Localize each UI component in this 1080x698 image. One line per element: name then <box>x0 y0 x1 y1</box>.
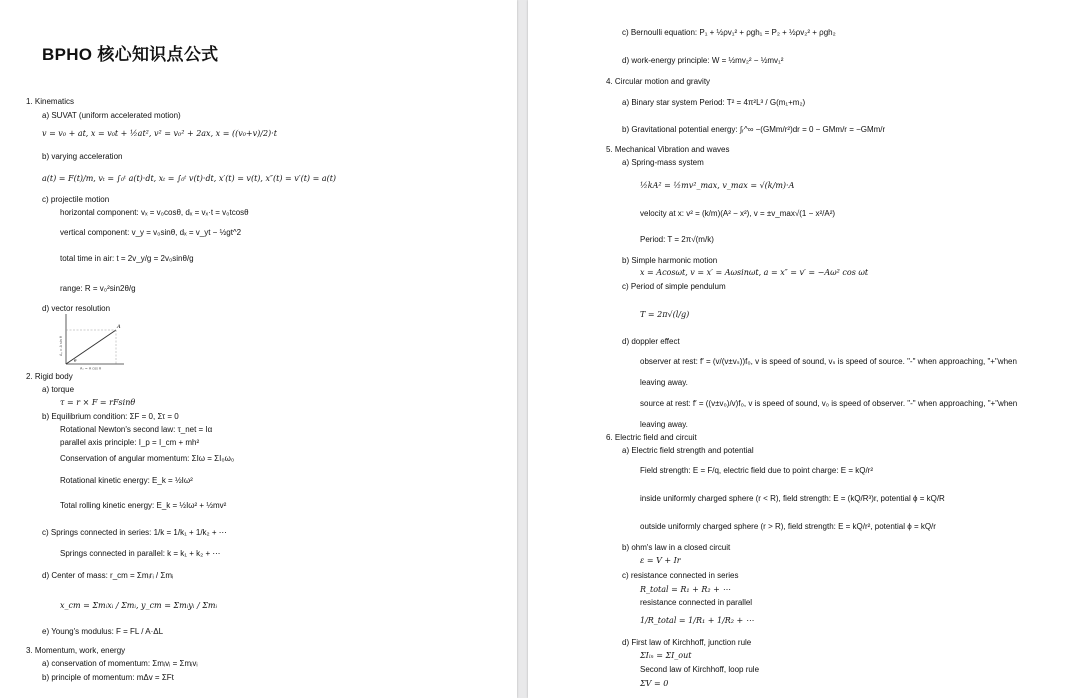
left-line: Springs connected in parallel: k = k₁ + k₂ + ⋯ <box>60 549 221 558</box>
left-line: d) Center of mass: r_cm = Σmᵢrᵢ / Σmᵢ <box>42 571 174 580</box>
right-line: observer at rest: f′ = (v/(v±vₛ))f₀, v is speed of sound, vₛ is speed of source. "-" when approaching, "+"when <box>640 357 1017 366</box>
right-line: ΣIᵢₙ = ΣI_out <box>640 651 692 660</box>
right-line: leaving away. <box>640 378 688 387</box>
right-line: outside uniformly charged sphere (r > R), field strength: E = kQ/r², potential ϕ = kQ/r <box>640 522 936 531</box>
right-line: a) Binary star system Period: T² = 4π²L³ / G(m₁+m₂) <box>622 98 806 107</box>
document-page-right <box>528 0 1080 698</box>
right-line: b) Gravitational potential energy: ∫ᵣ^∞ −(GMm/r²)dr = 0 − GMm/r = −GMm/r <box>622 125 886 134</box>
left-line: vertical component: v_y = v₀sinθ, dₓ = v_yt − ½gt^2 <box>60 228 242 237</box>
left-line: a) conservation of momentum: Σmᵢvᵢ = Σmᵢvᵢ <box>42 659 198 668</box>
angle-label: θ <box>74 358 77 363</box>
right-line: inside uniformly charged sphere (r < R), field strength: E = (kQ/R³)r, potential ϕ = kQ/R <box>640 494 945 503</box>
right-line: x = Acosωt, v = x′ = Aωsinωt, a = x″ = v′ = −Aω² cos ωt <box>640 268 869 277</box>
left-line: τ = r × F = rFsinθ <box>60 398 136 407</box>
right-line: velocity at x: v² = (k/m)(A² − x²), v = ±v_max√(1 − x²/A²) <box>640 209 836 218</box>
left-line: 3. Momentum, work, energy <box>26 646 126 655</box>
left-line: 1. Kinematics <box>26 97 75 106</box>
right-line: c) Bernoulli equation: P₁ + ½ρv₁² + ρgh₁ = P₂ + ½ρv₂² + ρgh₂ <box>622 28 836 37</box>
left-line: Conservation of angular momentum: ΣIω = ΣI₀ω₀ <box>60 454 235 463</box>
right-line: T = 2π√(l/g) <box>640 310 690 319</box>
left-line: x_cm = Σmᵢxᵢ / Σmᵢ, y_cm = Σmᵢyᵢ / Σmᵢ <box>60 601 218 610</box>
right-line: 5. Mechanical Vibration and waves <box>606 145 730 154</box>
right-line: 6. Electric field and circuit <box>606 433 697 442</box>
right-line: b) ohm's law in a closed circuit <box>622 543 731 552</box>
left-line: a) torque <box>42 385 75 394</box>
right-line: source at rest: f′ = ((v±v₀)/v)f₀, v is speed of sound, v₀ is speed of observer. "-" when approaching, "+"when <box>640 399 1018 408</box>
right-line: d) First law of Kirchhoff, junction rule <box>622 638 752 647</box>
right-line: 4. Circular motion and gravity <box>606 77 711 86</box>
right-line: Second law of Kirchhoff, loop rule <box>640 665 760 674</box>
left-line: Rotational Newton's second law: τ_net = Iα <box>60 425 213 434</box>
right-line: Period: T = 2π√(m/k) <box>640 235 714 244</box>
left-line: v = v₀ + at, x = v₀t + ½at², v² = v₀² + 2ax, x = ((v₀+v)/2)·t <box>42 129 277 138</box>
left-line: total time in air: t = 2v_y/g = 2v₀sinθ/g <box>60 254 194 263</box>
left-line: 2. Rigid body <box>26 372 73 381</box>
left-line: Total rolling kinetic energy: E_k = ½Iω² + ½mv² <box>60 501 227 510</box>
left-line: parallel axis principle: I_p = I_cm + mh² <box>60 438 200 447</box>
right-line: a) Electric field strength and potential <box>622 446 754 455</box>
left-line: range: R = v₀²sin2θ/g <box>60 284 136 293</box>
right-line: b) Simple harmonic motion <box>622 256 718 265</box>
right-line: ½kA² = ½mv²_max, v_max = √(k/m)·A <box>640 181 795 190</box>
right-line: c) Period of simple pendulum <box>622 282 726 291</box>
right-line: leaving away. <box>640 420 688 429</box>
document-page-left <box>0 0 517 698</box>
left-line: b) Equilibrium condition: ΣF = 0, Στ = 0 <box>42 412 179 421</box>
document-title: BPHO 核心知识点公式 <box>42 45 219 64</box>
vector-label: A <box>117 324 121 330</box>
y-component-label: Aᵧ = A sin θ <box>59 336 63 356</box>
right-line: ΣV = 0 <box>640 679 669 688</box>
left-line: horizontal component: vₓ = v₀cosθ, dₓ = vₓ·t = v₀tcosθ <box>60 208 249 217</box>
left-line: c) projectile motion <box>42 195 110 204</box>
right-line: ε = V + Ir <box>640 556 681 565</box>
left-line: a) SUVAT (uniform accelerated motion) <box>42 111 181 120</box>
left-line: Rotational kinetic energy: E_k = ½Iω² <box>60 476 193 485</box>
right-line: d) doppler effect <box>622 337 680 346</box>
right-line: a) Spring-mass system <box>622 158 704 167</box>
right-line: resistance connected in parallel <box>640 598 753 607</box>
right-line: R_total = R₁ + R₂ + ⋯ <box>640 585 731 594</box>
x-component-label: Aₓ = A cos θ <box>80 366 102 370</box>
left-line: d) vector resolution <box>42 304 111 313</box>
right-line: Field strength: E = F/q, electric field due to point charge: E = kQ/r² <box>640 466 873 475</box>
right-line: d) work-energy principle: W = ½mv₂² − ½mv₁² <box>622 56 784 65</box>
right-line: 1/R_total = 1/R₁ + 1/R₂ + ⋯ <box>640 616 754 625</box>
right-line: c) resistance connected in series <box>622 571 739 580</box>
left-line: e) Young's modulus: F = FL / A·ΔL <box>42 627 164 636</box>
left-line: b) principle of momentum: mΔv = ΣFt <box>42 673 174 682</box>
left-line: a(t) = F(t)/m, vₜ = ∫₀ᵗ a(t)·dt, xₜ = ∫₀ᵗ v(t)·dt, x′(t) = v(t), x″(t) = v′(t) = a(t) <box>42 174 337 183</box>
vector-resolution-figure <box>58 312 128 370</box>
left-line: c) Springs connected in series: 1/k = 1/k₁ + 1/k₂ + ⋯ <box>42 528 227 537</box>
left-line: b) varying acceleration <box>42 152 123 161</box>
